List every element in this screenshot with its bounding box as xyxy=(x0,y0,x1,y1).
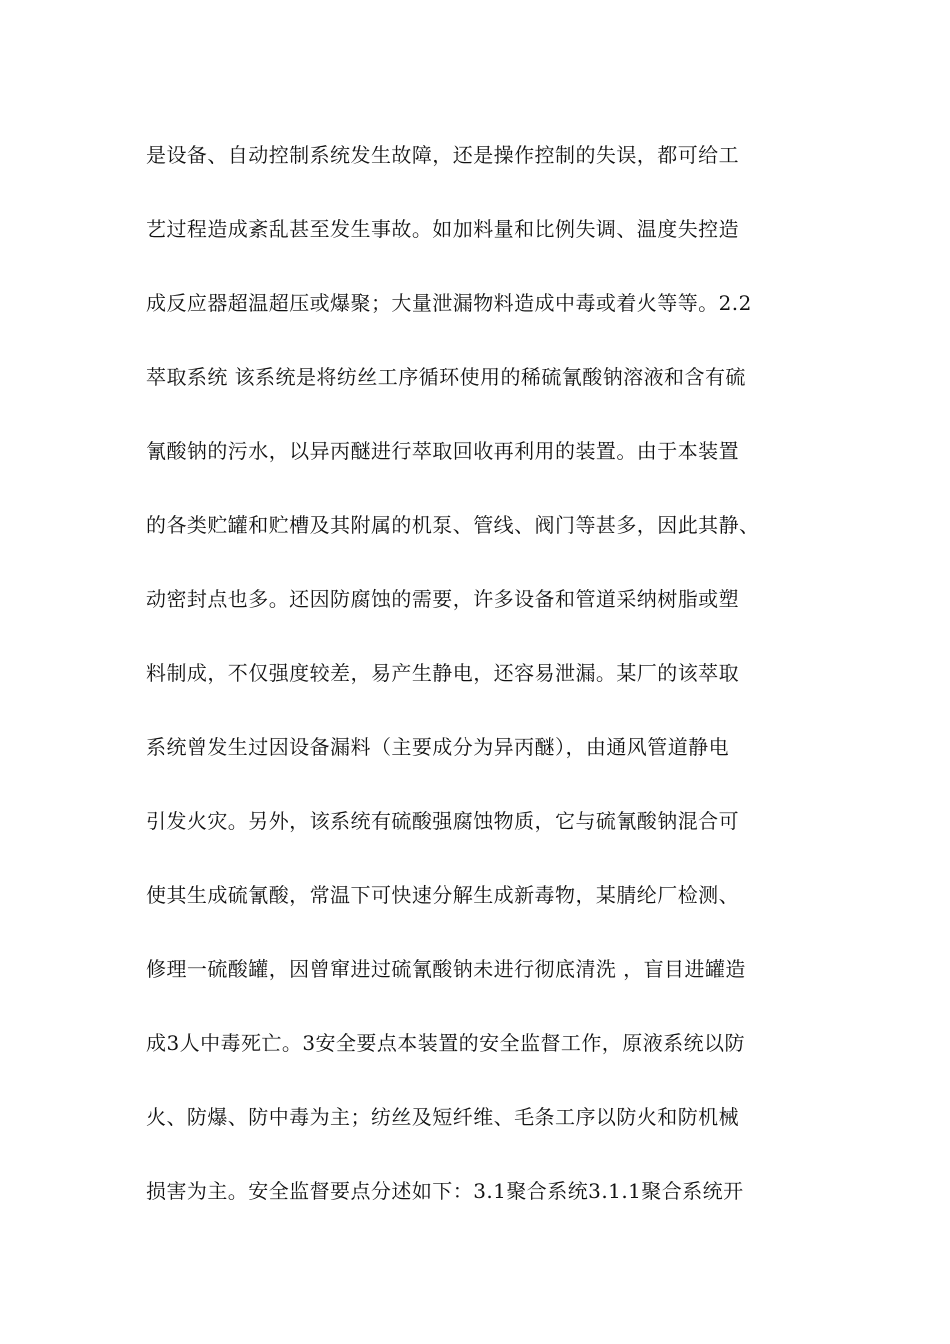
text-line-8: 料制成，不仅强度较差，易产生静电，还容易泄漏。某厂的该萃取 xyxy=(146,661,740,685)
text-line-1: 是设备、自动控制系统发生故障，还是操作控制的失误，都可给工 xyxy=(146,143,740,167)
text-line-12: 修理一硫酸罐，因曾窜进过硫氰酸钠未进行彻底清洗 ，盲目进罐造 xyxy=(146,957,746,981)
text-line-6: 的各类贮罐和贮槽及其附属的机泵、管线、阀门等甚多，因此其静、 xyxy=(146,513,760,537)
text-line-3: 成反应器超温超压或爆聚；大量泄漏物料造成中毒或着火等等。2.2 xyxy=(146,291,752,315)
text-line-5: 氰酸钠的污水，以异丙醚进行萃取回收再利用的装置。由于本装置 xyxy=(146,439,740,463)
text-line-15: 损害为主。安全监督要点分述如下：3.1聚合系统3.1.1聚合系统开 xyxy=(146,1179,744,1203)
text-line-11: 使其生成硫氰酸，常温下可快速分解生成新毒物，某腈纶厂检测、 xyxy=(146,883,740,907)
body-text xyxy=(146,133,826,1243)
text-line-13: 成3人中毒死亡。3安全要点本装置的安全监督工作，原液系统以防 xyxy=(146,1031,745,1055)
text-line-2: 艺过程造成紊乱甚至发生事故。如加料量和比例失调、温度失控造 xyxy=(146,217,740,241)
text-line-14: 火、防爆、防中毒为主；纺丝及短纤维、毛条工序以防火和防机械 xyxy=(146,1105,740,1129)
text-line-7: 动密封点也多。还因防腐蚀的需要，许多设备和管道采纳树脂或塑 xyxy=(146,587,740,611)
text-line-4: 萃取系统 该系统是将纺丝工序循环使用的稀硫氰酸钠溶液和含有硫 xyxy=(146,365,746,389)
text-line-9: 系统曾发生过因设备漏料（主要成分为异丙醚），由通风管道静电 xyxy=(146,735,730,759)
text-line-10: 引发火灾。另外，该系统有硫酸强腐蚀物质，它与硫氰酸钠混合可 xyxy=(146,809,740,833)
